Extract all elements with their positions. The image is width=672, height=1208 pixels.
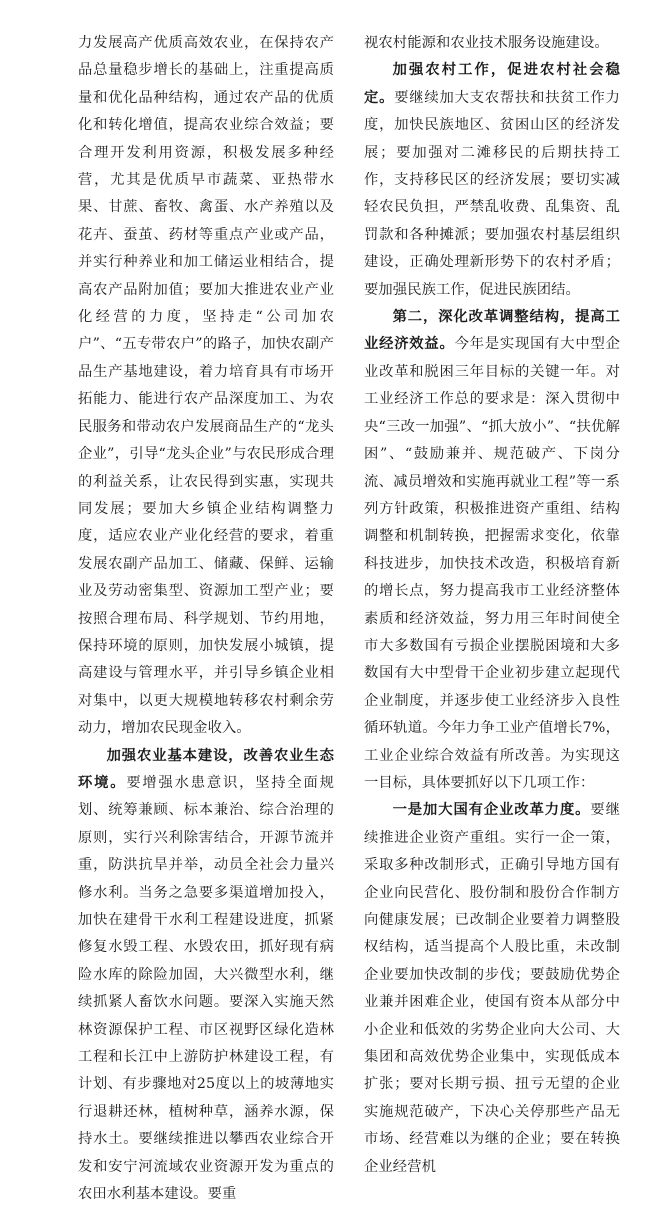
paragraph-text: 力发展高产优质高效农业，在保持农产品总量稳步增长的基础上，注重提高质量和优化品种结构，通过农产品的优质化和转化增值，提高农业综合效益；要合理开发利用资源，积极发展多种经营，尤其是优质早市蔬菜、亚热带水果、甘蔗、畜牧、禽蛋、水产养殖以及花卉、蚕茧、药材等重点产业或产品，并实行种养业和加工储运业相结合，提高农产品附加值；要加大推进农业产业化经营的力度，坚持走“公司加农户”、“五专带农户”的路子，加快农副产品生产基地建设，着力培育具有市场开拓能力、能进行农产品深度加工、为农民服务和带动农户发展商品生产的“龙头企业”，引导“龙头企业”与农民形成合理的利益关系，让农民得到实惠，实现共同发展；要加大乡镇企业结构调整力度，适应农业产业化经营的要求，着重发展农副产品加工、储藏、保鲜、运输业及劳动密集型、资源加工型产业；要按照合理布局、科学规划、节约用地，保持环境的原则，加快发展小城镇，提高建设与管理水平，并引导乡镇企业相对集中，以更大规模地转移农村剩余劳动力，增加农民现金收入。 (78, 35, 334, 737)
text-columns (78, 30, 620, 1208)
paragraph (364, 797, 620, 1181)
paragraph-heading: 加强农村工作，促进农村社会稳定。 (364, 62, 620, 106)
paragraph (364, 304, 620, 797)
right-column (364, 30, 620, 1208)
left-column (78, 30, 334, 1208)
paragraph-heading: 第二，深化改革调整结构，提高工业经济效益。 (364, 309, 620, 353)
paragraph-text: 要增强水患意识，坚持全面规划、统筹兼顾、标本兼治、综合治理的原则，实行兴利除害结合，开源节流并重，防洪抗旱并举，动员全社会力量兴修水利。当务之急要多渠道增加投入，加快在建骨干水利工程建设进度，抓紧修复水毁工程、水毁农田，抓好现有病险水库的除险加固，大兴微型水利，继续抓紧人畜饮水问题。要深入实施天然林资源保护工程、市区视野区绿化造林工程和长江中上游防护林建设工程，有计划、有步骤地对25度以上的坡薄地实行退耕还林，植树种草，涵养水源，保持水土。要继续推进以攀西农业综合开发和安宁河流域农业资源开发为重点的农田水利基本建设。要重 (78, 774, 334, 1203)
paragraph (78, 743, 334, 1208)
paragraph-text: 今年是实现国有大中型企业改革和脱困三年目标的关键一年。对工业经济工作总的要求是：深入贯彻中央“三改一加强”、“抓大放小”、“扶优解困”、“鼓励兼并、规范破产、下岗分流、减员增效和实施再就业工程”等一系列方针政策，积极推进资产重组、结构调整和机制转换，把握需求变化，依靠科技进步，加快技术改造，积极培育新的增长点，努力提高我市工业经济整体素质和经济效益，努力用三年时间使全市大多数国有亏损企业摆脱困境和大多数国有大中型骨干企业初步建立起现代企业制度，并逐步使工业经济步入良性循环轨道。今年力争工业产值增长7%，工业企业综合效益有所改善。为实现这一目标，具体要抓好以下几项工作： (364, 336, 620, 791)
paragraph (364, 57, 620, 304)
paragraph-text: 要继续加大支农帮扶和扶贫工作力度，加快民族地区、贫困山区的经济发展；要加强对二滩移民的后期扶持工作，支持移民区的经济发展；要切实减轻农民负担，严禁乱收费、乱集资、乱罚款和各种摊派；要加强农村基层组织建设，正确处理新形势下的农村矛盾；要加强民族工作，促进民族团结。 (364, 89, 620, 298)
paragraph-heading: 一是加大国有企业改革力度。 (392, 802, 591, 819)
paragraph-text: 视农村能源和农业技术服务设施建设。 (364, 35, 609, 51)
paragraph-heading: 加强农业基本建设，改善农业生态环境。 (78, 747, 334, 791)
paragraph-text: 要继续推进企业资产重组。实行一企一策，采取多种改制形式，正确引导地方国有企业向民营化、股份制和股份合作制方向健康发展；已改制企业要着力调整股权结构，适当提高个人股比重，未改制企业要加快改制的步伐；要鼓励优势企业兼并困难企业，使国有资本从部分中小企业和低效的劣势企业向大公司、大集团和高效优势企业集中，实现低成本扩张；要对长期亏损、扭亏无望的企业实施规范破产，下决心关停那些产品无市场、经营难以为继的企业；要在转换企业经营机 (364, 802, 620, 1175)
paragraph (364, 30, 620, 57)
paragraph (78, 30, 334, 743)
